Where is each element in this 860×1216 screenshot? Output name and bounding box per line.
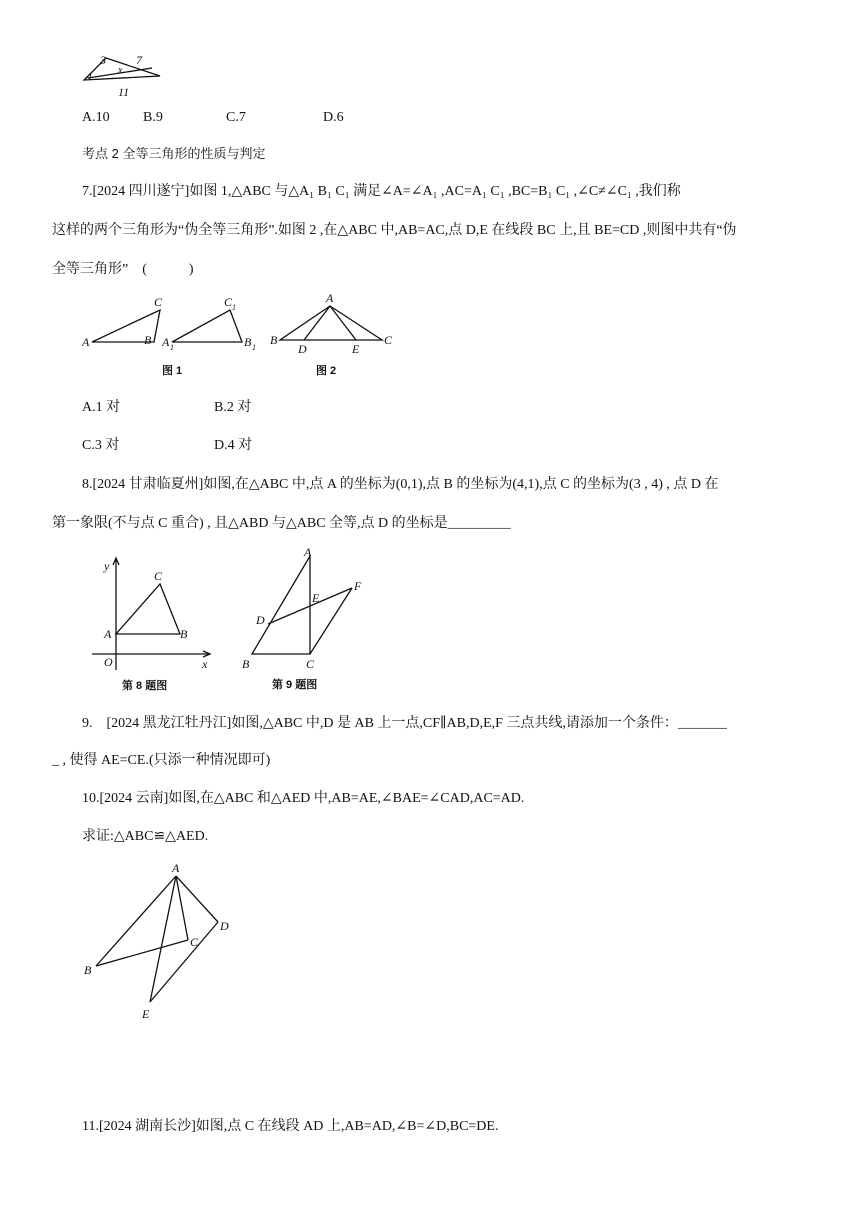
q9-label-b: B: [242, 657, 250, 671]
q6-label-11: 11: [118, 85, 130, 99]
q7-line-1: 7.[2024 四川遂宁]如图 1,△ABC 与△A₁ B₁ C₁ 满足∠A=∠A₁ ,AC=A₁ C₁ ,BC=B₁ C₁ ,∠C≠∠C₁ ,我们称: [82, 184, 681, 199]
q7-fig1-label-a1: A: [162, 335, 170, 349]
q10-label-e: E: [142, 1007, 150, 1021]
q8-label-x: x: [202, 657, 208, 671]
q7-option-a: A.1 对: [82, 400, 121, 415]
q8-triangle-abc: [116, 584, 180, 634]
q7-option-c: C.3 对: [82, 438, 120, 453]
q7-fig1-label-c: C: [154, 295, 163, 309]
q10-line-2: 求证:△ABC≌△AED.: [82, 829, 209, 844]
q7-fig2-label-a: A: [326, 291, 334, 305]
q10-line-ad: [176, 876, 218, 922]
q9-figure: [238, 544, 370, 694]
q10-line-ac: [176, 876, 188, 940]
q7-figure-1: [82, 292, 272, 378]
q6-label-4: 4: [86, 69, 92, 83]
q6-option-d: D.6: [323, 110, 344, 125]
q9-label-d: D: [256, 613, 265, 627]
q7-line-3: 全等三角形” ( ): [52, 262, 194, 277]
q6-label-x: x: [118, 65, 123, 76]
q10-figure: [80, 860, 240, 1028]
q7-fig1-caption: 图 1: [162, 365, 183, 377]
q10-label-a: A: [172, 861, 180, 875]
q9-line-2: _ , 使得 AE=CE.(只添一种情况即可): [52, 753, 271, 768]
q6-label-3: 3: [100, 53, 106, 67]
q7-fig2-line-ad: [304, 306, 330, 340]
q7-fig2-label-e: E: [352, 342, 360, 356]
q7-fig1-label-b: B: [144, 333, 152, 347]
q7-option-b: B.2 对: [214, 400, 252, 415]
q7-fig2-triangle-abc: [280, 306, 382, 340]
q6-option-a: A.10: [82, 110, 110, 125]
q10-label-c: C: [190, 935, 199, 949]
q10-label-d: D: [220, 919, 229, 933]
q7-fig2-label-c: C: [384, 333, 393, 347]
q7-fig1-sub-a1: 1: [170, 343, 174, 352]
q6-label-7: 7: [136, 53, 142, 67]
q10-label-b: B: [84, 963, 92, 977]
q8-line-1: 8.[2024 甘肃临夏州]如图,在△ABC 中,点 A 的坐标为(0,1),点 B 的坐标为(4,1),点 C 的坐标为(3 , 4) , 点 D 在: [82, 477, 719, 492]
q7-fig1-triangle-a1b1c1: [172, 310, 242, 342]
q10-line-ab: [96, 876, 176, 966]
q8-coordinate-figure: [88, 550, 218, 694]
q6-option-c: C.7: [226, 110, 246, 125]
q6-triangle-figure: [78, 52, 178, 100]
q8-label-o: O: [104, 655, 113, 669]
q9-fig-caption: 第 9 题图: [272, 679, 318, 691]
q9-label-e: E: [312, 591, 320, 605]
q7-option-d: D.4 对: [214, 438, 253, 453]
q7-fig1-sub-b1: 1: [252, 343, 256, 352]
q9-line-1: 9. [2024 黑龙江牡丹江]如图,△ABC 中,D 是 AB 上一点,CF∥AB,D,E,F 三点共线,请添加一个条件：_______: [82, 716, 727, 731]
q8-label-b: B: [180, 627, 188, 641]
q8-line-2: 第一象限(不与点 C 重合) , 且△ABD 与△ABC 全等,点 D 的坐标是_________: [52, 516, 511, 531]
q7-line-2: 这样的两个三角形为“伪全等三角形”.如图 2 ,在△ABC 中,AB=AC,点 D,E 在线段 BC 上,且 BE=CD ,则图中共有“伪: [52, 223, 737, 238]
q11-line-1: 11.[2024 湖南长沙]如图,点 C 在线段 AD 上,AB=AD,∠B=∠D,BC=DE.: [82, 1119, 499, 1134]
q9-label-a: A: [304, 545, 312, 559]
q8-fig-caption: 第 8 题图: [122, 680, 168, 692]
q8-label-a: A: [104, 627, 112, 641]
q9-label-f: F: [354, 579, 362, 593]
q7-fig1-label-a: A: [82, 335, 90, 349]
q7-fig1-sub-c1: 1: [232, 303, 236, 312]
q8-label-c: C: [154, 569, 163, 583]
q10-line-ed: [150, 922, 218, 1002]
q7-fig2-label-b: B: [270, 333, 278, 347]
q7-fig1-label-b1: B: [244, 335, 252, 349]
q10-line-ae: [150, 876, 176, 1002]
q7-fig2-line-ae: [330, 306, 356, 340]
q9-label-c: C: [306, 657, 315, 671]
q9-triangle-abc: [252, 556, 310, 654]
q7-figure-2: [266, 290, 400, 380]
q10-line-bc: [96, 940, 188, 966]
section-title-2: 考点 2 全等三角形的性质与判定: [82, 146, 266, 161]
q7-fig2-caption: 图 2: [316, 365, 337, 377]
q10-line-1: 10.[2024 云南]如图,在△ABC 和△AED 中,AB=AE,∠BAE=∠CAD,AC=AD.: [82, 791, 525, 806]
q7-fig2-label-d: D: [298, 342, 307, 356]
q6-option-b: B.9: [143, 110, 163, 125]
q8-label-y: y: [104, 559, 110, 573]
q7-fig1-label-c1: C: [224, 295, 233, 309]
